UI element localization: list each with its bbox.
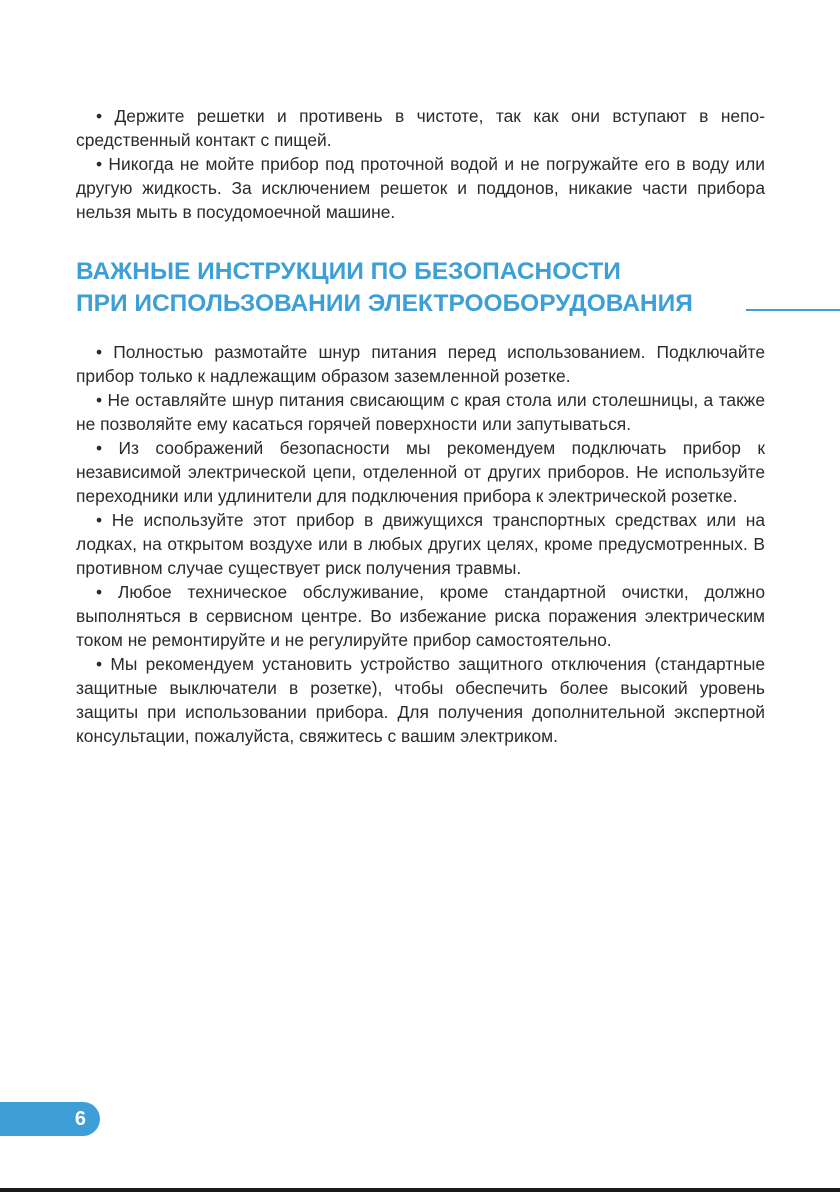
section-heading (76, 256, 776, 320)
paragraph-grill-cleaning: • Держите решетки и противень в чистоте, так как они вступают в непосредственный контакт с пищей. (76, 106, 765, 150)
paragraph-no-water-immersion: • Никогда не мойте прибор под проточной водой и не погружайте его в воду или другую жидкость. За исключением решеток и поддонов, никакие части прибора нельзя мыть в посудомоечной машине. (76, 154, 765, 222)
paragraph-service-center: • Любое техническое обслуживание, кроме стандартной очистки, должно выполняться в сервисном центре. Во избежание риска поражения электрическим током не ремонтируйте и не регулируйте прибор самостоятельно. (76, 582, 765, 650)
paragraph-independent-circuit: • Из соображений безопасности мы рекомендуем подключать прибор к независимой электрической цепи, отделенной от других приборов. Не используйте переходники или удлинители для подключения прибора к электрической розетке. (76, 438, 765, 506)
page-number-tab (0, 1102, 100, 1136)
section-heading-line1: ВАЖНЫЕ ИНСТРУКЦИИ ПО БЕЗОПАСНОСТИ (76, 258, 621, 285)
paragraph-vehicles-outdoors: • Не используйте этот прибор в движущихся транспортных средствах или на лодках, на открытом воздухе или в любых других целях, кроме предусмотренных. В противном случае существует риск получения травмы. (76, 510, 765, 578)
bottom-edge-bar (0, 1188, 840, 1192)
section-heading-line2: ПРИ ИСПОЛЬЗОВАНИИ ЭЛЕКТРООБОРУДОВАНИЯ (76, 290, 693, 317)
intro-text (76, 104, 765, 224)
paragraph-unwind-cord: • Полностью размотайте шнур питания перед использованием. Подключайте прибор только к надлежащим образом заземленной розетке. (76, 342, 765, 386)
heading-underline-rule (746, 309, 840, 311)
electrical-safety-text (76, 340, 765, 748)
paragraph-cord-hanging: • Не оставляйте шнур питания свисающим с края стола или столешницы, а также не позволяйте ему касаться горячей поверхности или запутываться. (76, 390, 765, 434)
paragraph-rcd-recommendation: • Мы рекомендуем установить устройство защитного отключения (стандартные защитные выключатели в розетке), чтобы обеспечить более высокий уровень защиты при использовании прибора. Для получения дополнительной экспертной консультации, пожалуйста, свяжитесь с вашим электриком. (76, 654, 765, 746)
page-number: 6 (74, 1108, 86, 1130)
